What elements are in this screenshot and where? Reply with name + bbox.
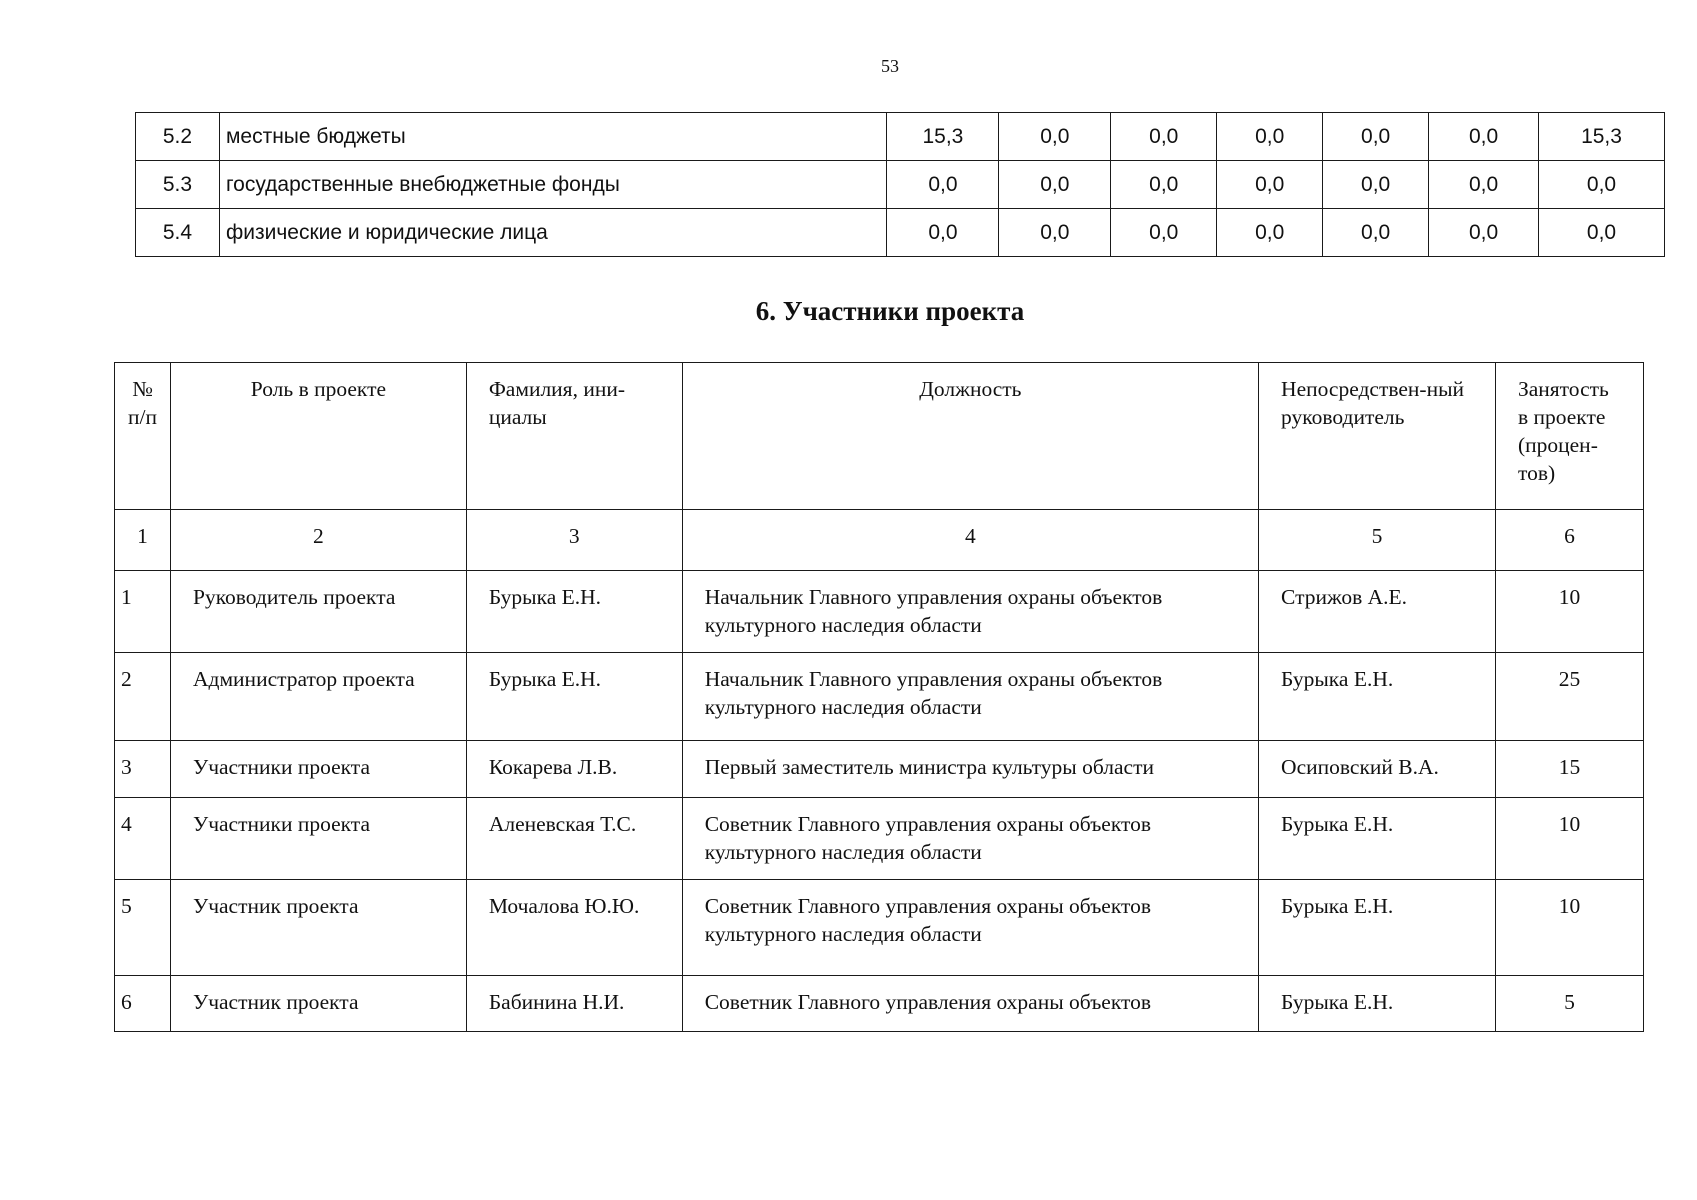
name-cell: Аленевская Т.С. [466, 798, 682, 880]
table-row [115, 741, 1644, 798]
budget-value-cell: 0,0 [1539, 161, 1665, 209]
budget-value-cell: 0,0 [1323, 161, 1429, 209]
table-header-row [115, 363, 1644, 510]
budget-value-cell: 0,0 [1111, 161, 1217, 209]
budget-value-cell: 0,0 [999, 161, 1111, 209]
budget-value-cell: 0,0 [887, 161, 999, 209]
budget-value-cell: 15,3 [1539, 113, 1665, 161]
employment-cell: 10 [1495, 798, 1643, 880]
position-cell: Первый заместитель министра культуры области [682, 741, 1258, 798]
budget-value-cell: 0,0 [999, 209, 1111, 257]
column-number: 6 [1495, 510, 1643, 571]
row-number: 2 [115, 653, 171, 741]
position-cell: Советник Главного управления охраны объектов [682, 976, 1258, 1032]
budget-value-cell: 0,0 [1429, 113, 1539, 161]
role-cell: Участник проекта [170, 976, 466, 1032]
position-cell: Начальник Главного управления охраны объектов культурного наследия области [682, 571, 1258, 653]
header-employment: Занятость в проекте (процен-тов) [1495, 363, 1643, 510]
row-number: 4 [115, 798, 171, 880]
supervisor-cell: Бурыка Е.Н. [1259, 976, 1496, 1032]
participants-table [114, 362, 1644, 1032]
budget-value-cell: 0,0 [1111, 113, 1217, 161]
name-cell: Кокарева Л.В. [466, 741, 682, 798]
budget-row [136, 161, 1665, 209]
header-position: Должность [682, 363, 1258, 510]
section-title: 6. Участники проекта [755, 296, 1025, 326]
name-cell: Бурыка Е.Н. [466, 653, 682, 741]
column-number: 1 [115, 510, 171, 571]
budget-value-cell: 0,0 [1217, 113, 1323, 161]
row-number: 1 [115, 571, 171, 653]
budget-value-cell: 0,0 [1217, 209, 1323, 257]
budget-value-cell: 0,0 [999, 113, 1111, 161]
row-number: 5 [115, 880, 171, 976]
table-row [115, 976, 1644, 1032]
budget-row [136, 209, 1665, 257]
position-cell: Советник Главного управления охраны объектов культурного наследия области [682, 798, 1258, 880]
role-cell: Участники проекта [170, 741, 466, 798]
row-number: 3 [115, 741, 171, 798]
employment-cell: 15 [1495, 741, 1643, 798]
supervisor-cell: Стрижов А.Е. [1259, 571, 1496, 653]
supervisor-cell: Осиповский В.А. [1259, 741, 1496, 798]
budget-row-number: 5.3 [136, 161, 220, 209]
budget-row-name: физические и юридические лица [219, 209, 887, 257]
employment-cell: 10 [1495, 571, 1643, 653]
employment-cell: 5 [1495, 976, 1643, 1032]
budget-row-name: государственные внебюджетные фонды [219, 161, 887, 209]
role-cell: Участник проекта [170, 880, 466, 976]
page-number: 53 [881, 56, 899, 76]
table-row [115, 653, 1644, 741]
budget-row-number: 5.2 [136, 113, 220, 161]
table-row [115, 798, 1644, 880]
budget-value-cell: 0,0 [1323, 209, 1429, 257]
header-num: № п/п [115, 363, 171, 510]
column-number: 2 [170, 510, 466, 571]
budget-value-cell: 0,0 [1429, 209, 1539, 257]
header-role: Роль в проекте [170, 363, 466, 510]
budget-value-cell: 0,0 [1429, 161, 1539, 209]
supervisor-cell: Бурыка Е.Н. [1259, 880, 1496, 976]
budget-row [136, 113, 1665, 161]
position-cell: Начальник Главного управления охраны объектов культурного наследия области [682, 653, 1258, 741]
budget-row-number: 5.4 [136, 209, 220, 257]
table-row [115, 880, 1644, 976]
supervisor-cell: Бурыка Е.Н. [1259, 798, 1496, 880]
budget-value-cell: 0,0 [1539, 209, 1665, 257]
budget-value-cell: 0,0 [887, 209, 999, 257]
column-number: 4 [682, 510, 1258, 571]
name-cell: Бурыка Е.Н. [466, 571, 682, 653]
budget-value-cell: 15,3 [887, 113, 999, 161]
column-number: 5 [1259, 510, 1496, 571]
column-numbering-row [115, 510, 1644, 571]
supervisor-cell: Бурыка Е.Н. [1259, 653, 1496, 741]
budget-value-cell: 0,0 [1111, 209, 1217, 257]
name-cell: Бабинина Н.И. [466, 976, 682, 1032]
role-cell: Администратор проекта [170, 653, 466, 741]
budget-value-cell: 0,0 [1217, 161, 1323, 209]
budget-value-cell: 0,0 [1323, 113, 1429, 161]
employment-cell: 25 [1495, 653, 1643, 741]
employment-cell: 10 [1495, 880, 1643, 976]
header-name: Фамилия, ини-циалы [466, 363, 682, 510]
name-cell: Мочалова Ю.Ю. [466, 880, 682, 976]
role-cell: Руководитель проекта [170, 571, 466, 653]
row-number: 6 [115, 976, 171, 1032]
position-cell: Советник Главного управления охраны объектов культурного наследия области [682, 880, 1258, 976]
column-number: 3 [466, 510, 682, 571]
budget-table [135, 112, 1665, 257]
header-supervisor: Непосредствен-ный руководитель [1259, 363, 1496, 510]
role-cell: Участники проекта [170, 798, 466, 880]
table-row [115, 571, 1644, 653]
budget-row-name: местные бюджеты [219, 113, 887, 161]
